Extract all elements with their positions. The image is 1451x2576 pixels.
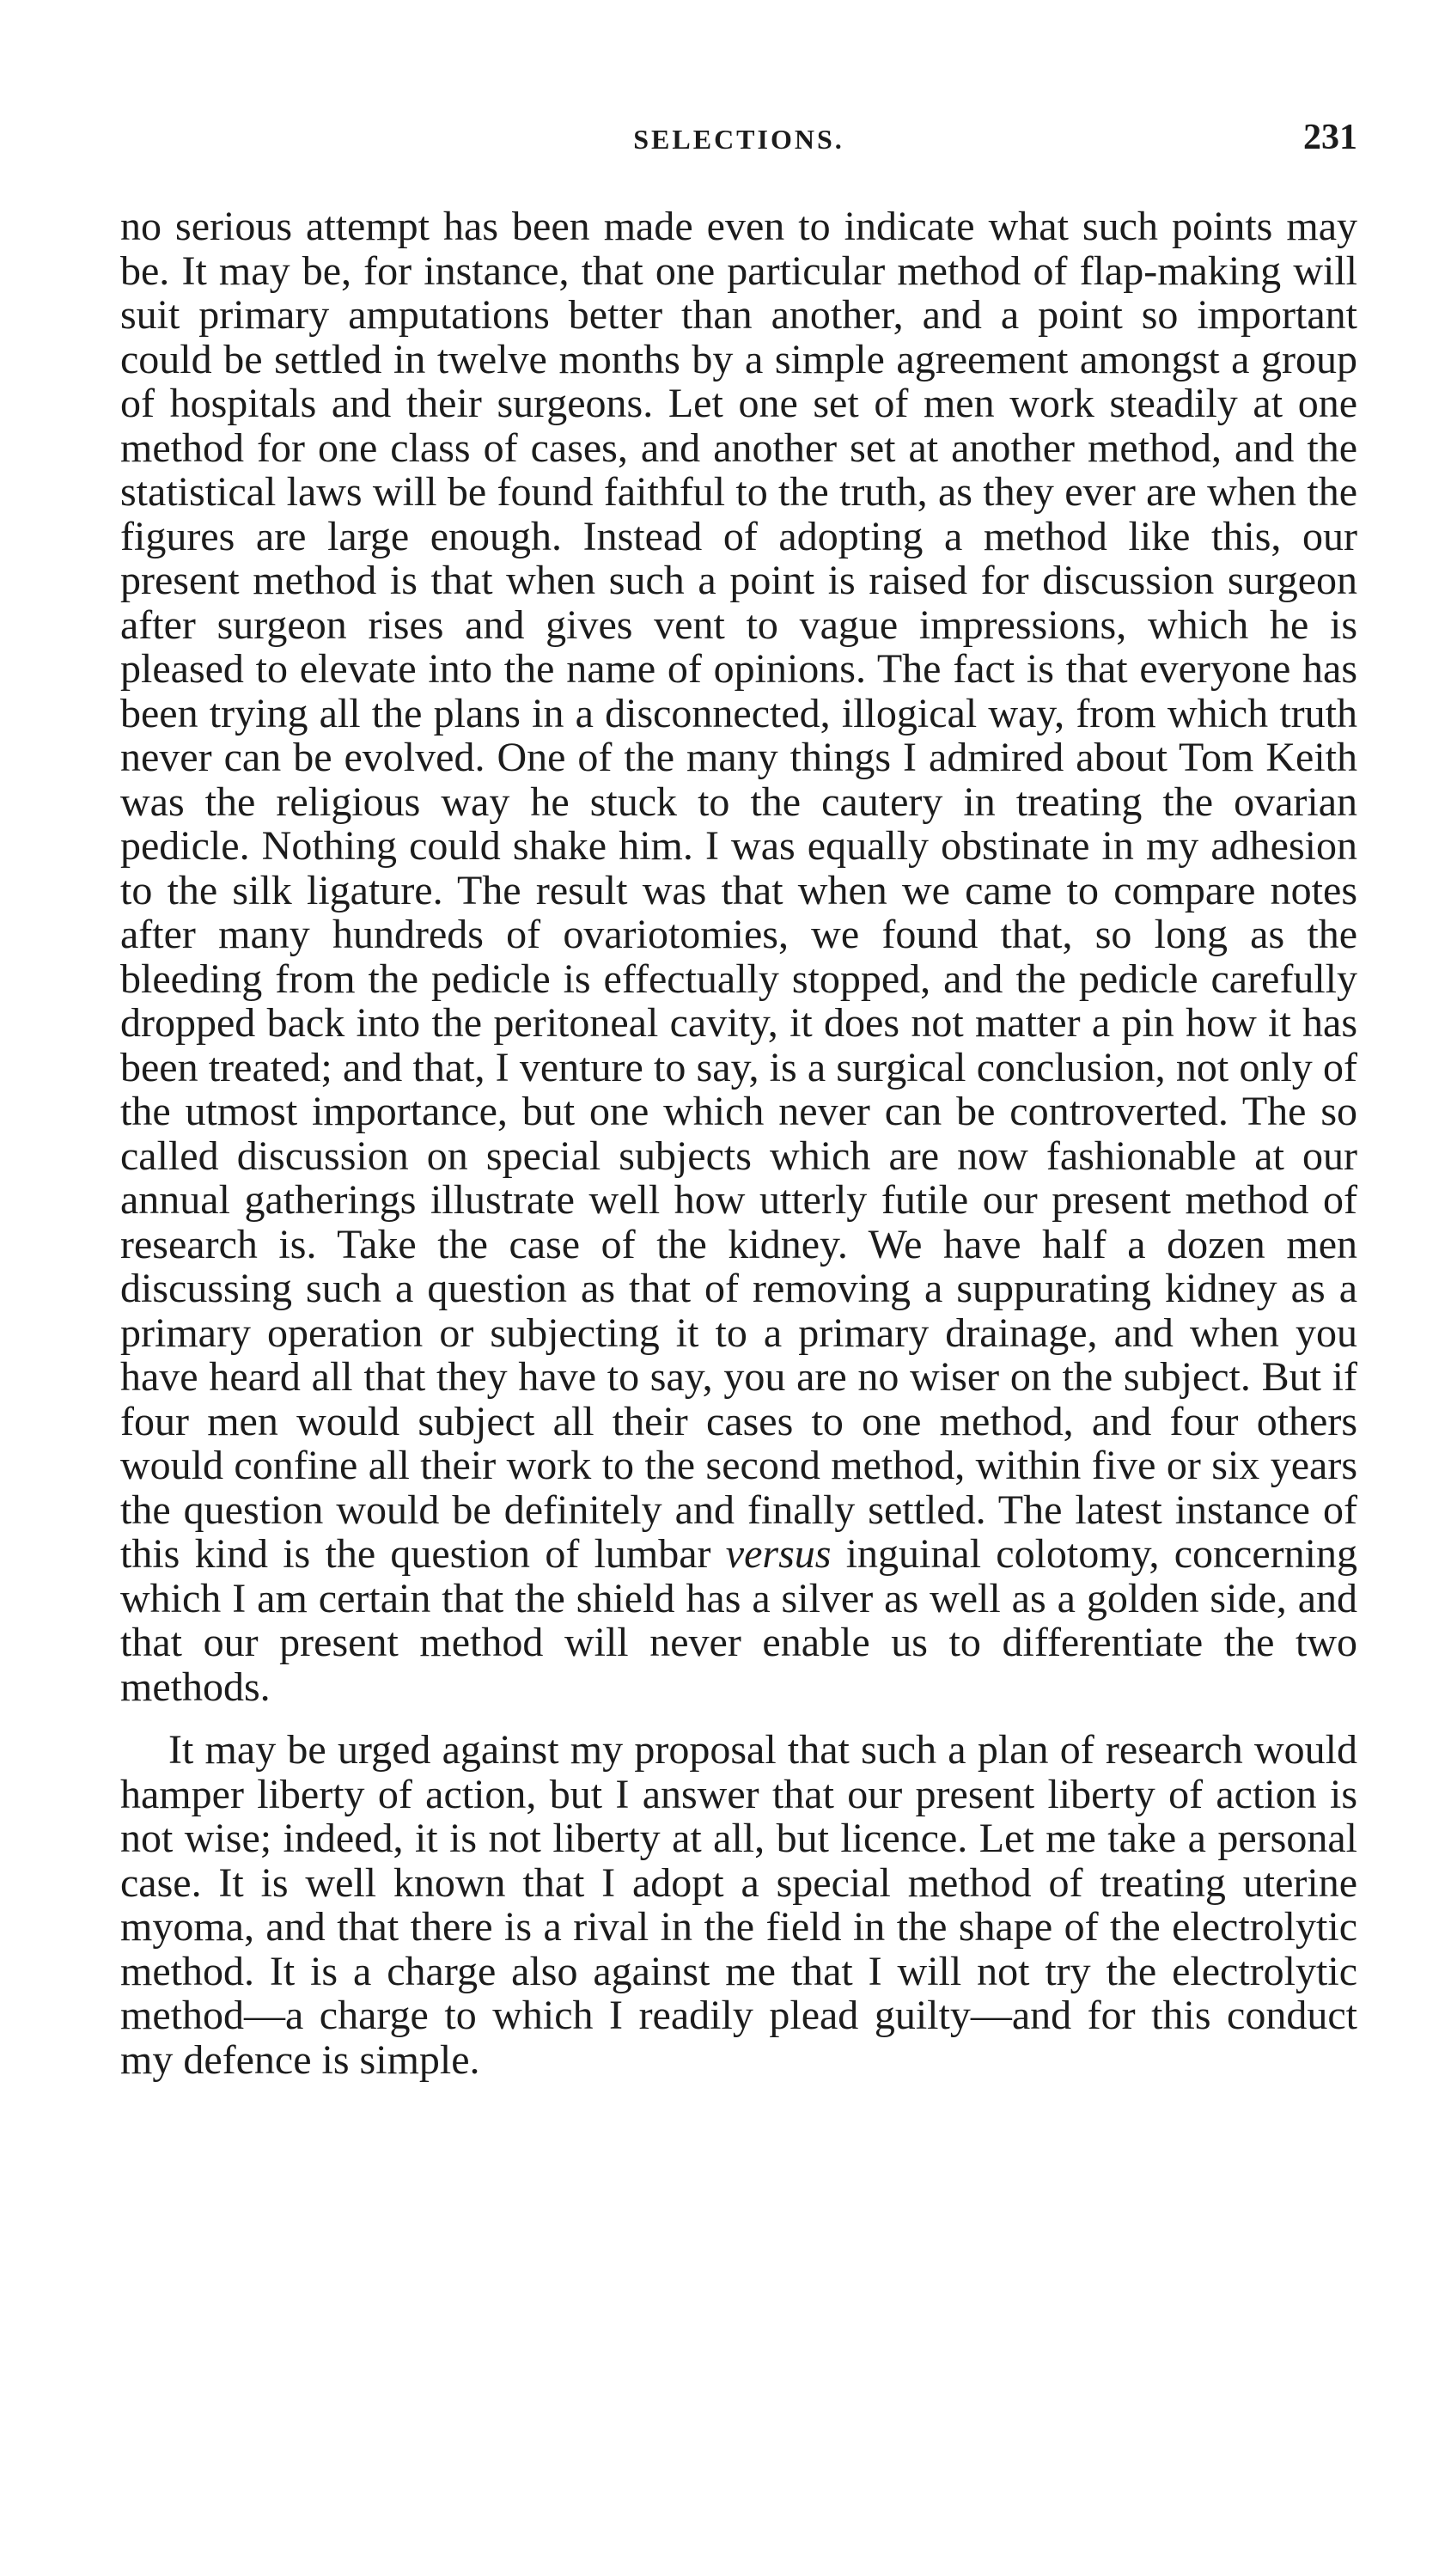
paragraph-1-text-a: no serious attempt has been made even to indicate what such points may be. It may be, for instance, that one particular method of flap-making will suit primary amputations better than another, and a point so important could be settled in twelve months by a simple agreement amongst a group of hospitals and their surgeons. Let one set of men work steadily at one method for one class of cases, and another set at another method, and the statistical laws will be found faithful to the truth, as they ever are when the figures are large enough. Instead of adopting a method like this, our present method is that when such a point is raised for discussion surgeon after surgeon rises and gives vent to vague impressions, which he is pleased to elevate into the name of opinions. The fact is that everyone has been trying all the plans in a disconnected, illogical way, from which truth never can be evolved. One of the many things I admired about Tom Keith was the religious way he stuck to the cautery in treating the ovarian pedicle. Nothing could shake him. I was equally obstinate in my adhesion to the silk ligature. The result was that when we came to compare notes after many hundreds of ovariotomies, we found that, so long as the bleeding from the pedicle is effectually stopped, and the pedicle carefully dropped back into the peritoneal cavity, it does not matter a pin how it has been treated; and that, I venture to say, is a surgical conclusion, not only of the utmost importance, but one which never can be controverted. The so called discussion on special subjects which are now fashionable at our annual gatherings illustrate well how utterly futile our present method of research is. Take the case of the kidney. We have half a dozen men discussing such a question as that of removing a suppurating kidney as a primary operation or subjecting it to a primary drainage, and when you have heard all that they have to say, you are no wiser on the subject. But if four men would subject all their cases to one method, and four others would confine all their work to the second method, within five or six years the question would be definitely and finally settled. The latest instance of this kind is the question of lumbar: [120, 204, 1357, 1577]
paragraph-1-italic-word: versus: [725, 1531, 832, 1577]
paragraph-1-text-b: inguinal colotomy, concerning which I am certain that the shield has a silver as well as a golden side, and that our present method will never enable us to differentiate the two methods.: [120, 1531, 1357, 1710]
paragraph-2: It may be urged against my proposal that such a plan of research would hamper liberty of action, but I answer that our present liberty of action is not wise; indeed, it is not liberty at all, but licence. Let me take a personal case. It is well known that I adopt a special method of treating uterine myoma, and that there is a rival in the field in the shape of the electrolytic method. It is a charge also against me that I will not try the electrolytic method—a charge to which I readily plead guilty—and for this conduct my defence is simple.: [120, 1727, 1357, 2083]
running-title: SELECTIONS.: [633, 124, 844, 155]
paragraph-1: [120, 204, 1357, 1709]
body-text: [120, 204, 1357, 2082]
page-number: 231: [1303, 118, 1357, 157]
running-head: [120, 117, 1357, 168]
